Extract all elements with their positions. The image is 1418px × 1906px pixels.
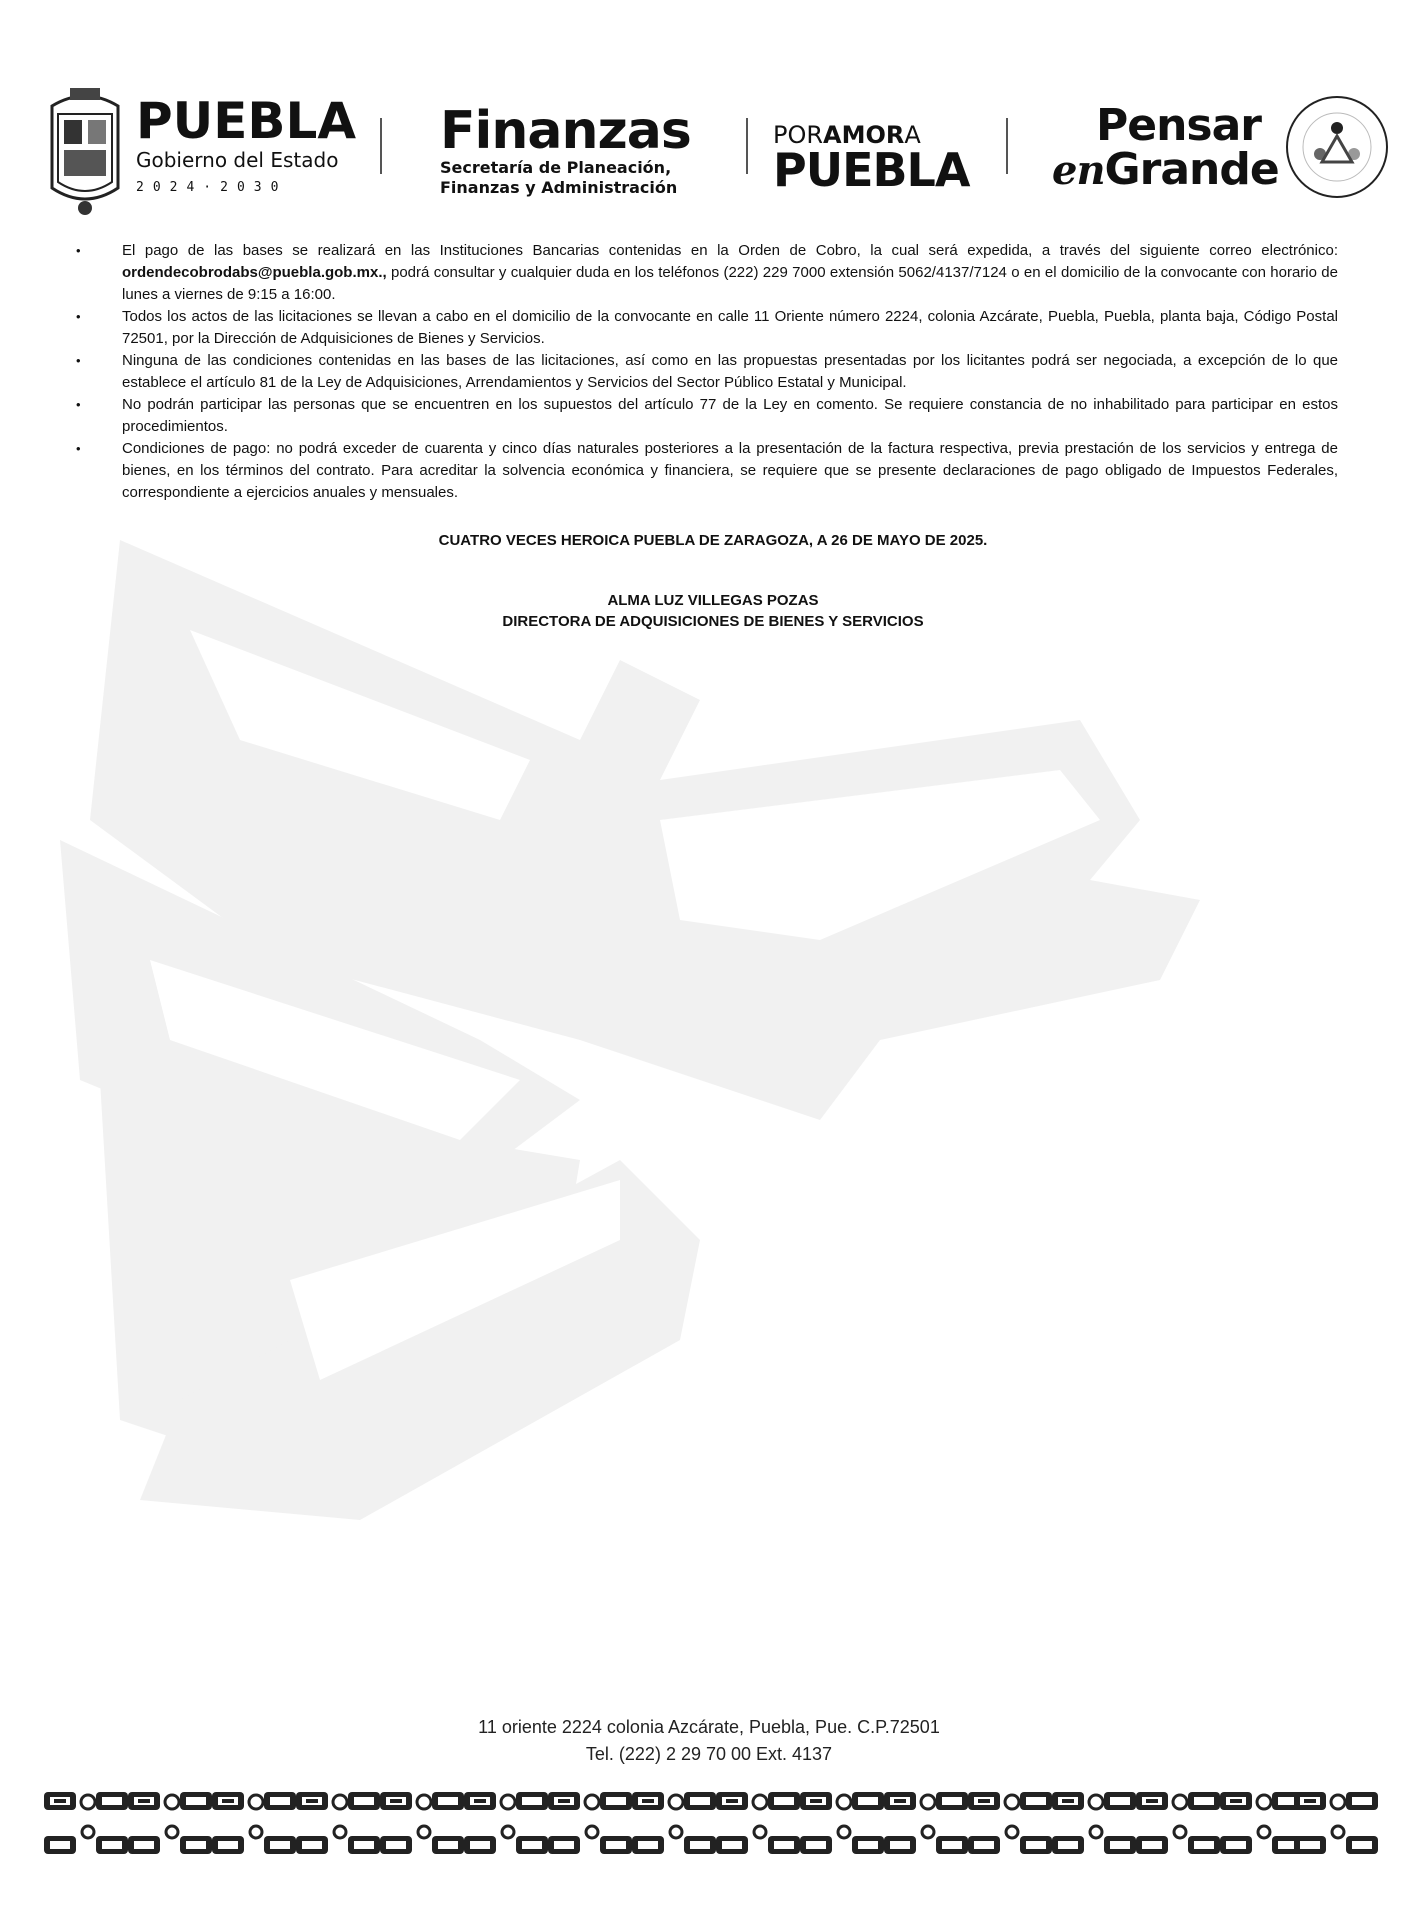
- list-item: [76, 240, 1338, 306]
- finanzas-logo-line2: Finanzas y Administración: [440, 178, 678, 197]
- bullet-marker: •: [76, 353, 81, 368]
- footer-address: 11 oriente 2224 colonia Azcárate, Puebla, Pue. C.P.72501: [478, 1717, 940, 1737]
- logo-divider: [746, 118, 748, 174]
- logo-divider: [1006, 118, 1008, 174]
- puebla-logo-subtitle: Gobierno del Estado: [136, 148, 339, 172]
- footer-phone: Tel. (222) 2 29 70 00 Ext. 4137: [585, 1744, 833, 1764]
- bullet-marker: •: [76, 397, 81, 412]
- signature-block: [76, 590, 1338, 632]
- signer-title: DIRECTORA DE ADQUISICIONES DE BIENES Y SERVICIOS: [502, 613, 924, 630]
- header-logos: [40, 78, 1380, 228]
- amor-por-text: POR: [773, 121, 824, 149]
- puebla-logo-title: PUEBLA: [136, 92, 357, 150]
- bullet-marker: •: [76, 309, 81, 324]
- city-date-line: CUATRO VECES HEROICA PUEBLA DE ZARAGOZA, A 26 DE MAYO DE 2025.: [438, 532, 988, 549]
- list-item: [76, 350, 1338, 394]
- order-email: ordendecobrodabs@puebla.gob.mx.,: [122, 264, 387, 281]
- decorative-border-pattern: [40, 1788, 1380, 1868]
- item-text-post: podrá consultar y cualquier duda en los teléfonos (222) 229 7000 extensión 5062/4137/7124 o en el domicilio de la convocante con horario de lunes a viernes de 9:15 a 16:00.: [122, 264, 1338, 303]
- pensar-logo-line2: [1052, 144, 1292, 195]
- finanzas-logo-line1: Secretaría de Planeación,: [440, 158, 672, 177]
- por-amor-logo-puebla: PUEBLA: [773, 143, 970, 197]
- puebla-logo-years: 2024·2030: [136, 180, 288, 195]
- amor-amor-text: AMOR: [823, 121, 905, 149]
- footer-contact: [0, 1714, 1418, 1768]
- watermark-graphic: [60, 520, 1400, 1620]
- item-text: Ninguna de las condiciones contenidas en las bases de las licitaciones, así como en las propuestas presentadas por los licitantes podrá ser negociada, a excepción de lo que establece el artículo 81 de la Ley de Adquisiciones, Arrendamientos y Servicios del Sector Público Estatal y Municipal.: [122, 352, 1338, 391]
- bullet-marker: •: [76, 243, 81, 258]
- pensar-grande-text: Grande: [1104, 144, 1279, 195]
- signer-name: ALMA LUZ VILLEGAS POZAS: [607, 592, 819, 609]
- item-text: Todos los actos de las licitaciones se llevan a cabo en el domicilio de la convocante en calle 11 Oriente número 2224, colonia Azcárate, Puebla, Puebla, planta baja, Código Postal 72501, por la Dirección de Adquisiciones de Bienes y Servicios.: [122, 308, 1338, 347]
- state-crest-icon: [44, 84, 126, 219]
- list-item: [76, 306, 1338, 350]
- document-body: [76, 240, 1338, 632]
- pensar-en-text: en: [1052, 147, 1105, 194]
- item-text: No podrán participar las personas que se encuentren en los supuestos del artículo 77 de la Ley en comento. Se requiere constancia de no inhabilitado para participar en estos procedimientos.: [122, 396, 1338, 435]
- item-text: Condiciones de pago: no podrá exceder de cuarenta y cinco días naturales posteriores a la presentación de la factura respectiva, previa prestación de los servicios y entrega de bienes, en los términos del contrato. Para acreditar la solvencia económica y financiera, se requiere que se presente declaraciones de pago obligado de Impuestos Federales, correspondiente a ejercicios anuales y mensuales.: [122, 440, 1338, 501]
- equality-seal-icon: [1282, 92, 1392, 202]
- item-text-pre: El pago de las bases se realizará en las Instituciones Bancarias contenidas en la Orden de Cobro, la cual será expedida, a través del siguiente correo electrónico:: [122, 242, 1338, 259]
- list-item: [76, 394, 1338, 438]
- conditions-list: [76, 240, 1338, 504]
- bullet-marker: •: [76, 441, 81, 456]
- list-item: [76, 438, 1338, 504]
- amor-a-text: A: [904, 121, 921, 149]
- pensar-logo-line1: Pensar: [1096, 100, 1261, 151]
- logo-divider: [380, 118, 382, 174]
- finanzas-logo-title: Finanzas: [440, 101, 691, 161]
